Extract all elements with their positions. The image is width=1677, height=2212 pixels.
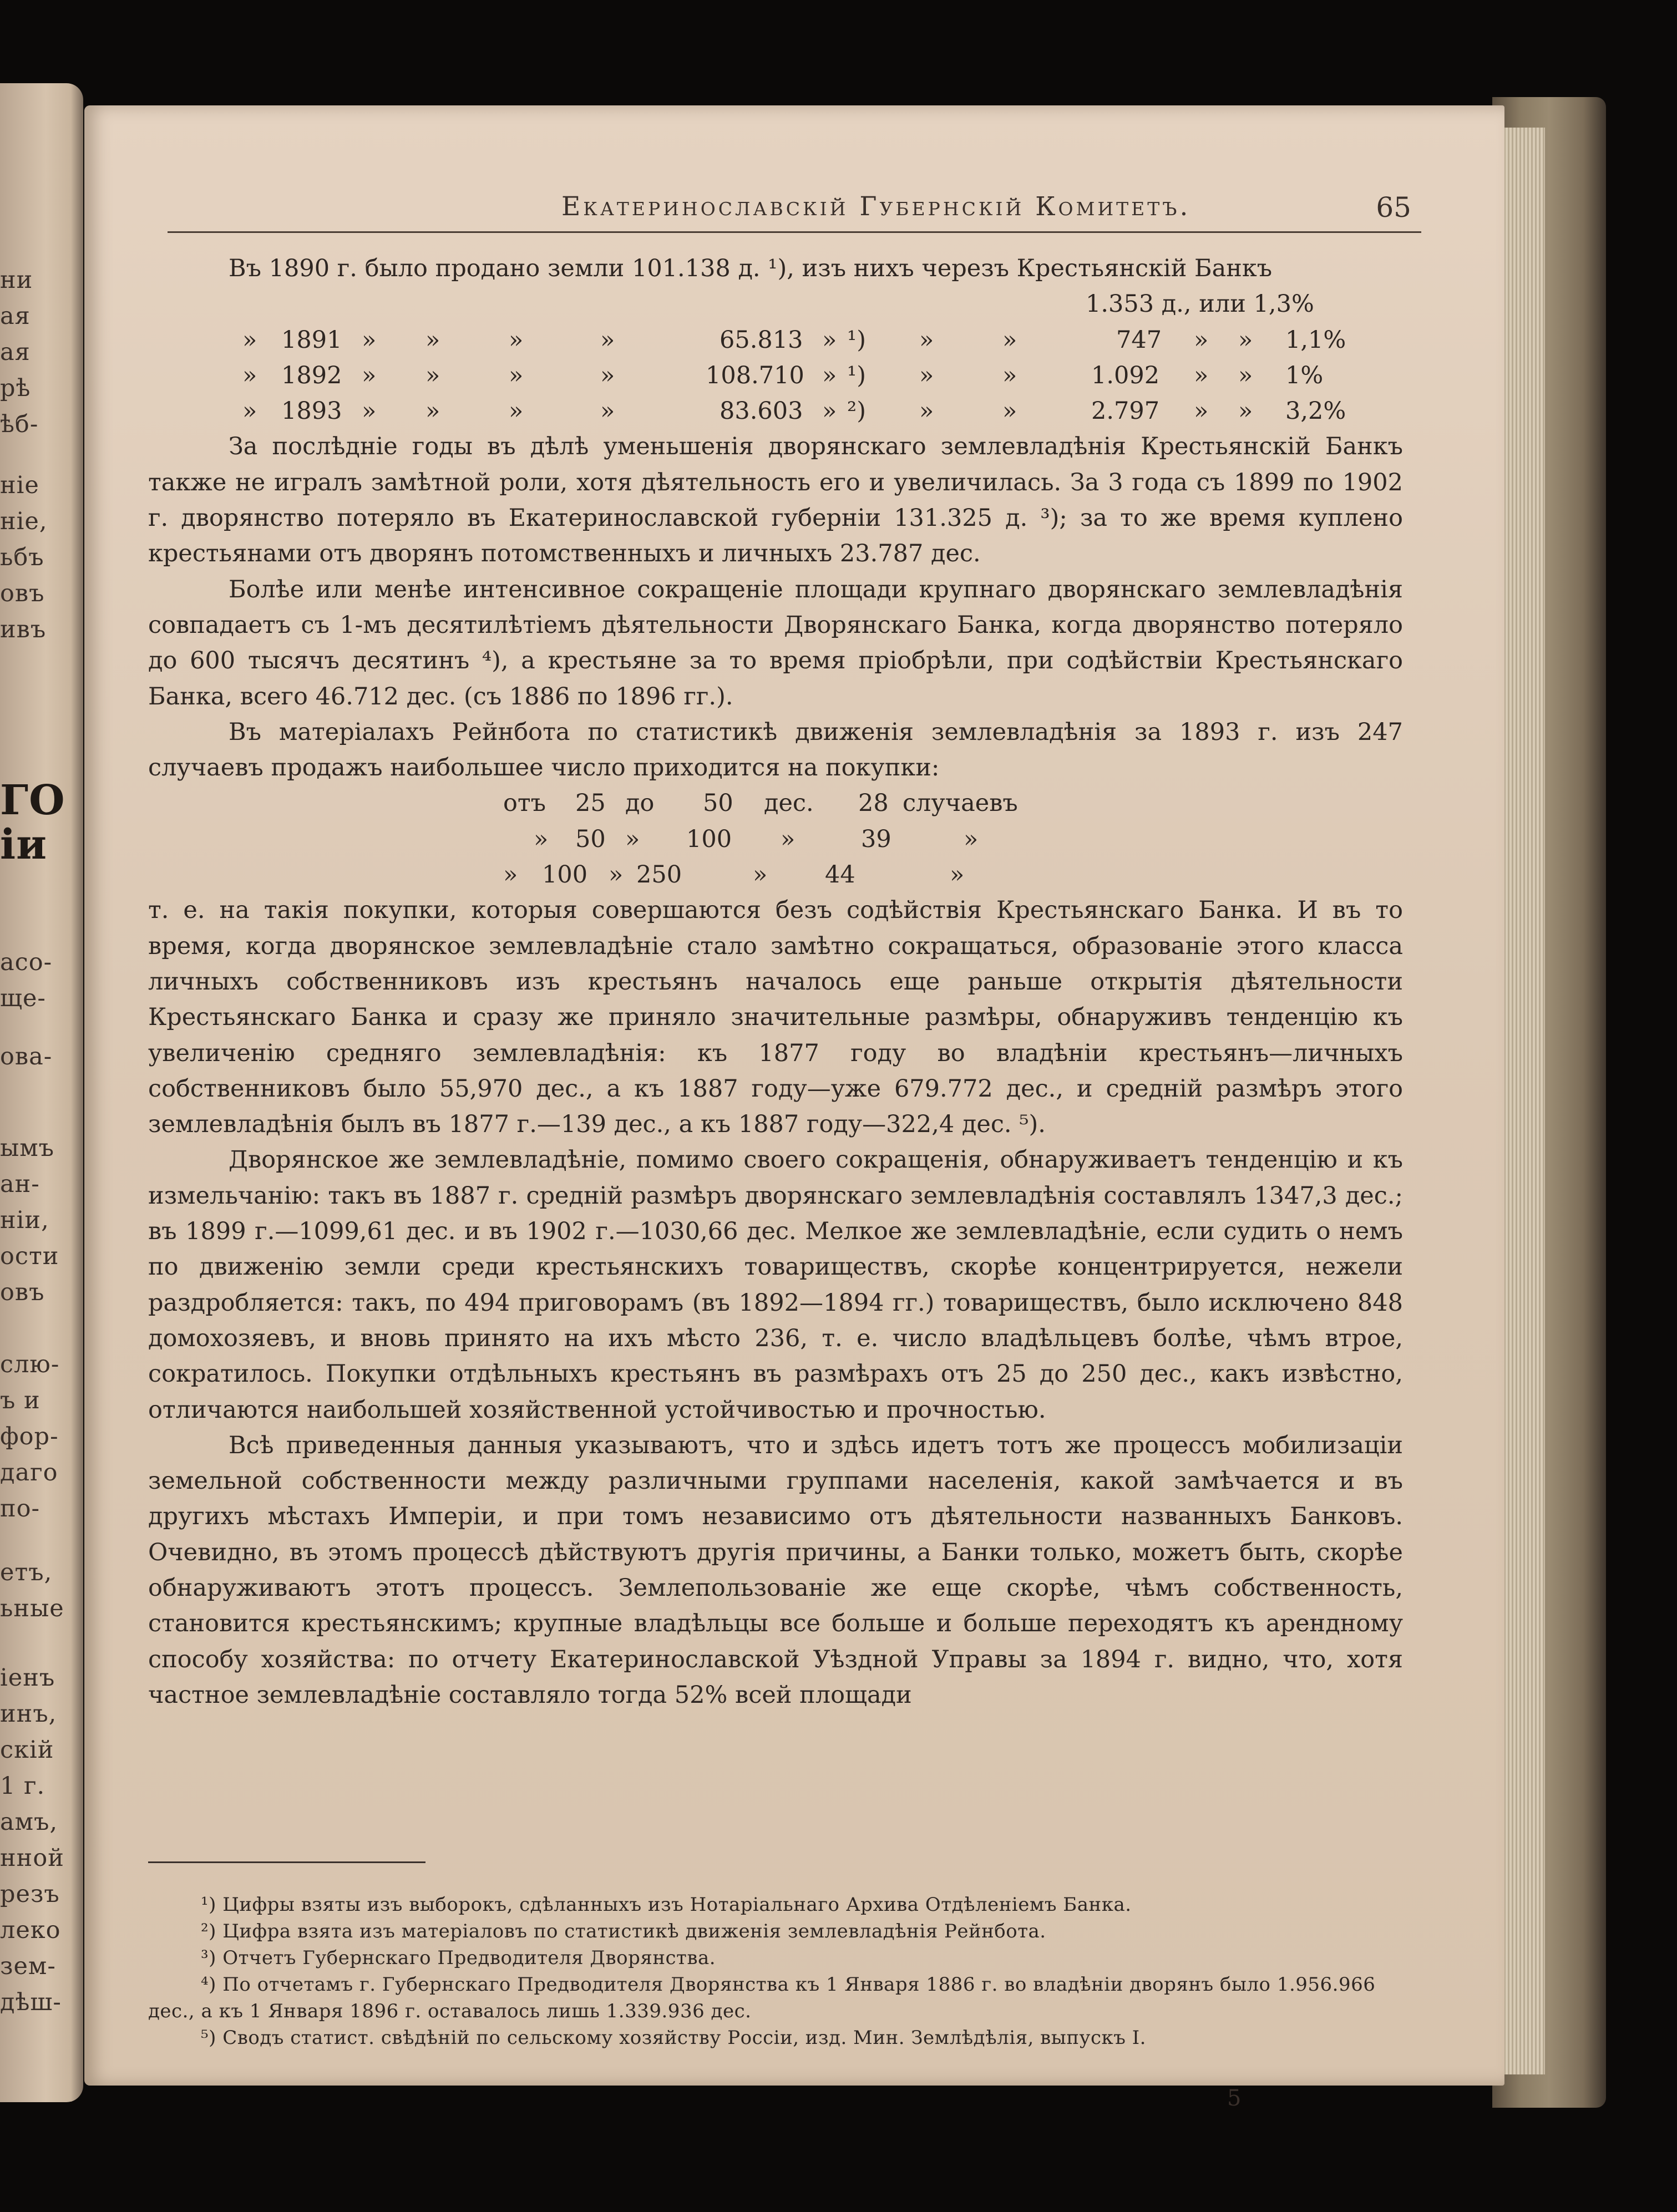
ditto-mark: » — [822, 326, 837, 354]
paragraph: Дворянское же землевладѣніе, помимо своего сокращенія, обнаруживаетъ тенденцію и къ измельчанію: такъ въ 1887 г. средній размѣръ дворянскаго землевладѣнія составлялъ 1347,3 дес.; въ 1899 г.—1099,61 дес. и въ 1902 г.—1030,66 дес. Мелкое же землевладѣніе, если судить о немъ по движенію земли среди крестьянскихъ товариществъ, скорѣе концентрируется, нежели раздробляется: такъ, по 494 приговорамъ (въ 1892—1894 гг.) товариществъ, было исключено 848 домохозяевъ, и вновь принято на ихъ мѣсто 236, т. е. число владѣльцевъ болѣе, чѣмъ втрое, сократилось. Покупки отдѣльныхъ крестьянъ въ размѣрахъ отъ 25 до 250 дес., какъ извѣстно, отличаются наибольшей хозяйственной устойчивостью и прочностью. — [148, 1146, 1403, 1424]
ditto-mark: » — [362, 361, 377, 389]
ditto-mark: » — [362, 397, 377, 425]
purchase-count: 28 — [858, 789, 889, 818]
page-body — [148, 251, 1403, 1713]
footnote-rule — [148, 1861, 425, 1863]
left-page-fragment: етъ, — [0, 1559, 53, 1586]
stats-row — [148, 322, 1403, 358]
left-page-fragment: ымъ — [0, 1134, 55, 1162]
purchase-from: отъ — [503, 789, 546, 818]
purchase-lower: 50 — [575, 825, 606, 853]
stats-intro-text: Въ 1890 г. было продано земли 101.138 д. ¹), изъ нихъ черезъ Крестьянскій Банкъ — [229, 255, 1273, 282]
left-page-fragment: рѣ — [0, 374, 31, 402]
footnote: ²) Цифра взята изъ матеріаловъ по статистикѣ движенія землевладѣнія Рейнбота. — [201, 1920, 1046, 1942]
land-sold-value: 65.813 — [720, 326, 803, 354]
stats-intro-cont-text: 1.353 д., или 1,3% — [1086, 290, 1314, 318]
purchase-to: » — [609, 861, 624, 889]
purchase-upper: 50 — [703, 789, 733, 818]
purchase-label: случаевъ — [903, 789, 1018, 818]
ditto-mark: » — [425, 326, 440, 354]
left-page-fragment: по- — [0, 1495, 40, 1523]
left-page-fragment: ѣб- — [0, 410, 39, 438]
purchase-lower: 25 — [575, 789, 606, 818]
left-page-fragment: ще- — [0, 985, 46, 1012]
purchase-unit: дес. — [764, 789, 814, 818]
purchase-lower: 100 — [542, 861, 588, 889]
footnote-ref: ¹) — [847, 326, 867, 354]
ditto-mark: » — [1238, 397, 1253, 425]
ditto-mark: » — [600, 326, 615, 354]
bank-value: 1.092 — [1091, 361, 1160, 389]
ditto-mark: » — [242, 361, 257, 389]
stats-row — [148, 358, 1403, 393]
header-rule — [168, 231, 1421, 233]
ditto-mark: » — [1194, 361, 1209, 389]
footnote: ⁵) Сводъ статист. свѣдѣній по сельскому хозяйству Россіи, изд. Мин. Землѣдѣлія, выпускъ I. — [201, 2027, 1146, 2049]
ditto-mark: » — [822, 361, 837, 389]
purchase-upper: 100 — [686, 825, 732, 853]
purchase-upper: 250 — [636, 861, 682, 889]
left-page-fragment: ьбъ — [0, 544, 44, 571]
ditto-mark: » — [919, 397, 934, 425]
left-page-fragment: скій — [0, 1736, 54, 1764]
stats-intro — [148, 251, 1403, 286]
left-page-fragment: зем- — [0, 1952, 56, 1980]
bank-value: 2.797 — [1091, 397, 1160, 425]
purchase-unit: » — [753, 861, 768, 889]
left-page-fragment: ни — [0, 266, 33, 294]
left-page-fragment: лeко — [0, 1916, 61, 1944]
left-page-fragment: нной — [0, 1844, 64, 1872]
left-page-heading-fragment: іи — [0, 821, 47, 869]
footnote-ref: ¹) — [847, 361, 867, 389]
book-page — [84, 105, 1504, 2111]
land-sold-value: 108.710 — [706, 361, 804, 389]
page-number: 65 — [1376, 191, 1411, 224]
footnote: ⁴) По отчетамъ г. Губернскаго Предводителя Дворянства къ 1 Января 1886 г. во владѣніи дворянъ было 1.956.966 дес., а къ 1 Января 1896 г. оставалось лишь 1.339.936 дес. — [148, 1973, 1376, 2022]
purchase-from: » — [534, 825, 549, 853]
year: 1891 — [281, 326, 342, 354]
page-edges — [1498, 128, 1545, 2074]
left-page-fragment: овъ — [0, 580, 45, 607]
running-title: Екатеринославскій Губернскій Комитетъ. — [561, 191, 1191, 222]
left-page-fragment: ьные — [0, 1595, 64, 1622]
purchase-label: » — [964, 825, 979, 853]
ditto-mark: » — [919, 361, 934, 389]
left-page-fragment: резъ — [0, 1880, 60, 1908]
paragraph: т. е. на такія покупки, которыя совершаются безъ содѣйствія Крестьянскаго Банка. И въ то время, когда дворянское землевладѣніе стало замѣтно сокращаться, образованіе этого класса личныхъ собственниковъ изъ крестьянъ началось еще раньше открытія дѣятельности Крестьянскаго Банка и сразу же приняло значительные размѣры, обнаруживъ тенденцію къ увеличенію средняго землевладѣнія: къ 1877 году во владѣніи крестьянъ—личныхъ собственниковъ было 55,970 дес., а къ 1887 году—уже 679.772 дес., и средній размѣръ этого землевладѣнія былъ въ 1877 г.—139 дес., а къ 1887 году—322,4 дес. ⁵). — [148, 896, 1403, 1139]
left-page-fragment: 1 г. — [0, 1772, 45, 1800]
ditto-mark: » — [425, 361, 440, 389]
left-page-fragment: ъ и — [0, 1387, 40, 1414]
left-page-fragment: слю- — [0, 1351, 60, 1378]
footnotes — [148, 1891, 1403, 2051]
left-page-fragment: ніе, — [0, 508, 48, 535]
running-header — [168, 191, 1421, 236]
ditto-mark: » — [1002, 397, 1017, 425]
left-page-fragment: ова- — [0, 1043, 53, 1071]
land-sold-value: 83.603 — [720, 397, 803, 425]
purchase-count: 44 — [825, 861, 855, 889]
footnote: ³) Отчетъ Губернскаго Предводителя Дворянства. — [201, 1947, 716, 1969]
ditto-mark: » — [242, 326, 257, 354]
left-page-fragment: даго — [0, 1459, 58, 1486]
purchase-row — [148, 785, 1403, 821]
ditto-mark: » — [362, 326, 377, 354]
stats-row — [148, 393, 1403, 429]
left-page-heading-fragment: ГО — [0, 777, 65, 824]
percent-value: 1,1% — [1285, 326, 1346, 354]
paragraph: Болѣе или менѣе интенсивное сокращеніе площади крупнаго дворянскаго землевладѣнія совпадаетъ съ 1-мъ десятилѣтіемъ дѣятельности Дворянскаго Банка, когда дворянство потеряло до 600 тысячъ десятинъ ⁴), а крестьяне за то время пріобрѣли, при содѣйствіи Крестьянскаго Банка, всего 46.712 дес. (съ 1886 по 1896 гг.). — [148, 575, 1403, 711]
percent-value: 1% — [1285, 361, 1324, 389]
purchase-count: 39 — [861, 825, 891, 853]
paragraph: Всѣ приведенныя данныя указываютъ, что и здѣсь идетъ тотъ же процессъ мобилизаціи земельной собственности между различными группами населенія, какой замѣчается и въ другихъ мѣстахъ Имперіи, и при томъ независимо отъ дѣятельности названныхъ Банковъ. Очевидно, въ этомъ процессѣ дѣйствуютъ другія причины, а Банки только, можетъ быть, скорѣе обнаруживаютъ этотъ процессъ. Землепользованіе же еще скорѣе, чѣмъ собственность, становится крестьянскимъ; крупные владѣльцы все больше и больше переходятъ къ арендному способу хозяйства: по отчету Екатеринославской Уѣздной Управы за 1894 г. видно, что, хотя частное землевладѣніе составляло тогда 52% всей площади — [148, 1431, 1403, 1709]
stats-intro-cont — [148, 286, 1403, 322]
purchase-unit: » — [781, 825, 796, 853]
signature-mark: 5 — [1227, 2086, 1242, 2111]
left-page-fragment: ости — [0, 1242, 59, 1270]
purchase-from: » — [503, 861, 518, 889]
left-page-fragment: ая — [0, 302, 31, 330]
ditto-mark: » — [1238, 326, 1253, 354]
ditto-mark: » — [600, 397, 615, 425]
left-page-fragment: дѣш- — [0, 1988, 62, 2016]
ditto-mark: » — [1002, 326, 1017, 354]
ditto-mark: » — [509, 326, 524, 354]
left-page-fragment: инъ, — [0, 1700, 57, 1728]
purchase-to: » — [625, 825, 640, 853]
paragraph: За послѣдніе годы въ дѣлѣ уменьшенія дворянскаго землевладѣнія Крестьянскій Банкъ также не игралъ замѣтной роли, хотя дѣятельность его и увеличилась. За 3 года съ 1899 по 1902 г. дворянство потеряло въ Екатеринославской губерніи 131.325 д. ³); за то же время куплено крестьянами отъ дворянъ потомственныхъ и личныхъ 23.787 дес. — [148, 433, 1403, 568]
bank-value: 747 — [1116, 326, 1162, 354]
ditto-mark: » — [1194, 397, 1209, 425]
left-page-fragment: амъ, — [0, 1808, 58, 1836]
year: 1892 — [281, 361, 342, 389]
left-page-fragment: ая — [0, 338, 31, 366]
ditto-mark: » — [1002, 361, 1017, 389]
purchase-to: до — [625, 789, 655, 818]
left-page-fragment: іенъ — [0, 1664, 55, 1692]
purchase-label: » — [950, 861, 965, 889]
left-page-fragment: овъ — [0, 1279, 45, 1306]
paragraph: Въ матеріалахъ Рейнбота по статистикѣ движенія землевладѣнія за 1893 г. изъ 247 случаевъ продажъ наибольшее число приходится на покупки: — [148, 718, 1403, 782]
ditto-mark: » — [600, 361, 615, 389]
previous-page-edge — [0, 83, 83, 2102]
left-page-fragment: фор- — [0, 1423, 59, 1450]
ditto-mark: » — [509, 361, 524, 389]
left-page-fragment: ніе — [0, 471, 39, 499]
left-page-fragment: ивъ — [0, 616, 47, 643]
ditto-mark: » — [919, 326, 934, 354]
ditto-mark: » — [1194, 326, 1209, 354]
ditto-mark: » — [822, 397, 837, 425]
percent-value: 3,2% — [1285, 397, 1346, 425]
purchase-row — [148, 857, 1403, 892]
footnote: ¹) Цифры взяты изъ выборокъ, сдѣланныхъ изъ Нотаріальнаго Архива Отдѣленіемъ Банка. — [201, 1894, 1132, 1916]
purchase-row — [148, 821, 1403, 857]
left-page-fragment: асо- — [0, 948, 53, 976]
year: 1893 — [281, 397, 342, 425]
left-page-fragment: ан- — [0, 1170, 40, 1198]
ditto-mark: » — [509, 397, 524, 425]
ditto-mark: » — [1238, 361, 1253, 389]
left-page-fragment: ніи, — [0, 1206, 49, 1234]
ditto-mark: » — [425, 397, 440, 425]
ditto-mark: » — [242, 397, 257, 425]
footnote-ref: ²) — [847, 397, 867, 425]
